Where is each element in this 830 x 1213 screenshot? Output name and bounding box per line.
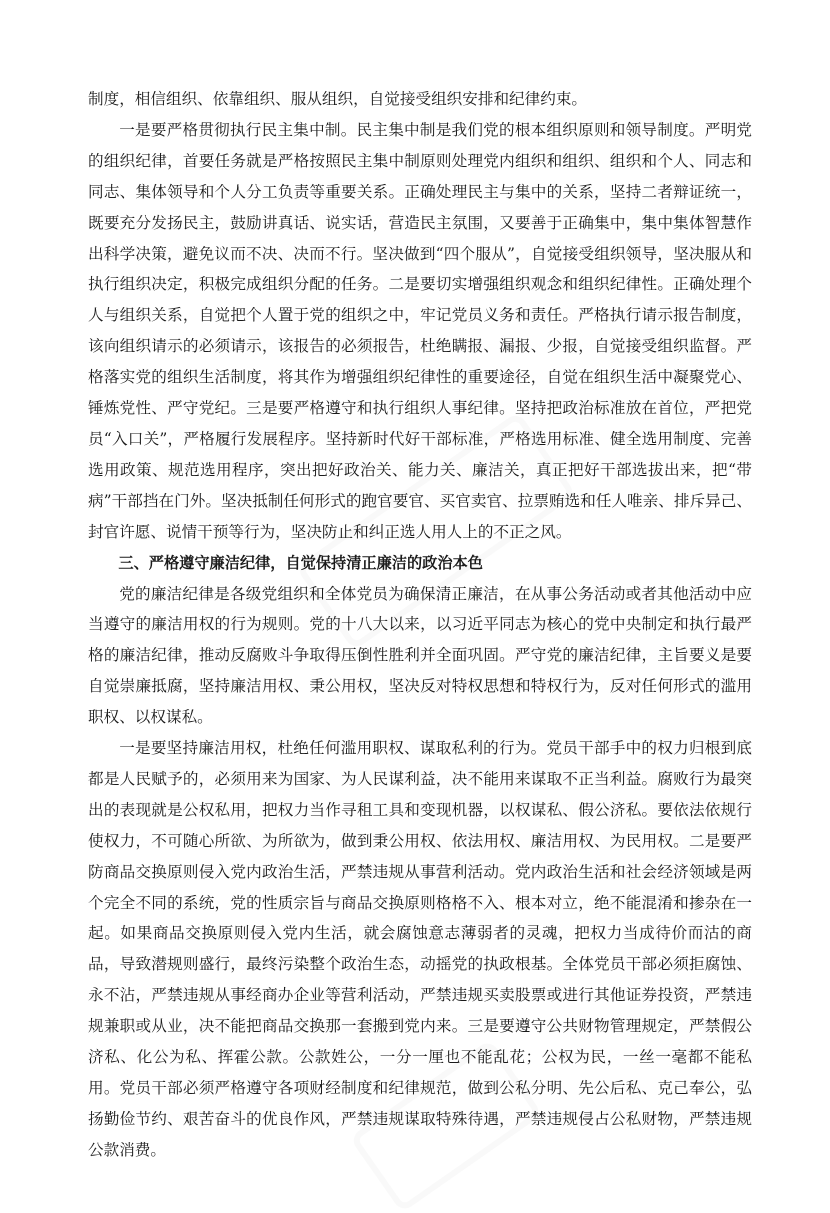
paragraph-organizational-discipline: 一是要严格贯彻执行民主集中制。民主集中制是我们党的根本组织原则和领导制度。严明党的组织纪律，首要任务就是严格按照民主集中制原则处理党内组织和组织、组织和个人、同志和同志、集体领导和个人分工负责等重要关系。正确处理民主与集中的关系，坚持二者辩证统一，既要充分发扬民主，鼓励讲真话、说实话，营造民主氛围，又要善于正确集中，集中集体智慧作出科学决策，避免议而不决、决而不行。坚决做到“四个服从”，自觉接受组织领导，坚决服从和执行组织决定，积极完成组织分配的任务。二是要切实增强组织观念和组织纪律性。正确处理个人与组织关系，自觉把个人置于党的组织之中，牢记党员义务和责任。严格执行请示报告制度，该向组织请示的必须请示，该报告的必须报告，杜绝瞒报、漏报、少报，自觉接受组织监督。严格落实党的组织生活制度，将其作为增强组织纪律性的重要途径，自觉在组织生活中凝聚党心、锤炼党性、严守党纪。三是要严格遵守和执行组织人事纪律。坚持把政治标准放在首位，严把党员“入口关”，严格履行发展程序。坚持新时代好干部标准，严格选用标准、健全选用制度、完善选用政策、规范选用程序，突出把好政治关、能力关、廉洁关，真正把好干部选拔出来，把“带病”干部挡在门外。坚决抵制任何形式的跑官要官、买官卖官、拉票贿选和任人唯亲、排斥异己、封官许愿、说情干预等行为，坚决防止和纠正选人用人上的不正之风。 <box>88 120 752 541</box>
paragraph-integrity-points: 一是要坚持廉洁用权，杜绝任何滥用职权、谋取私利的行为。党员干部手中的权力归根到底都是人民赋予的，必须用来为国家、为人民谋利益，决不能用来谋取不正当利益。腐败行为最突出的表现就是公权私用，把权力当作寻租工具和变现机器，以权谋私、假公济私。要依法依规行使权力，不可随心所欲、为所欲为，做到秉公用权、依法用权、廉洁用权、为民用权。二是要严防商品交换原则侵入党内政治生活，严禁违规从事营利活动。党内政治生活和社会经济领域是两个完全不同的系统，党的性质宗旨与商品交换原则格格不入、根本对立，绝不能混淆和掺杂在一起。如果商品交换原则侵入党内生活，就会腐蚀意志薄弱者的灵魂，把权力当成待价而沽的商品，导致潜规则盛行，最终污染整个政治生态，动摇党的执政根基。全体党员干部必须拒腐蚀、永不沾，严禁违规从事经商办企业等营利活动，严禁违规买卖股票或进行其他证券投资，严禁违规兼职或从业，决不能把商品交换那一套搬到党内来。三是要遵守公共财物管理规定，严禁假公济私、化公为私、挥霍公款。公款姓公，一分一厘也不能乱花；公权为民，一丝一毫都不能私用。党员干部必须严格遵守各项财经制度和纪律规范，做到公私分明、先公后私、克己奉公，弘扬勤俭节约、艰苦奋斗的优良作风，严禁违规谋取特殊待遇，严禁违规侵占公私财物，严禁违规公款消费。 <box>88 739 752 1159</box>
section-heading-integrity-discipline: 三、严格遵守廉洁纪律，自觉保持清正廉洁的政治本色 <box>118 553 483 572</box>
paragraph-integrity-intro: 党的廉洁纪律是各级党组织和全体党员为确保清正廉洁，在从事公务活动或者其他活动中应当遵守的廉洁用权的行为规则。党的十八大以来，以习近平同志为核心的党中央制定和执行最严格的廉洁纪律，推动反腐败斗争取得压倒性胜利并全面巩固。严守党的廉洁纪律，主旨要义是要自觉崇廉抵腐，坚持廉洁用权、秉公用权，坚决反对特权思想和特权行为，反对任何形式的滥用职权、以权谋私。 <box>88 584 752 727</box>
document-body <box>88 84 752 1166</box>
paragraph-continuation: 制度，相信组织、依靠组织、服从组织，自觉接受组织安排和纪律约束。 <box>88 90 588 108</box>
